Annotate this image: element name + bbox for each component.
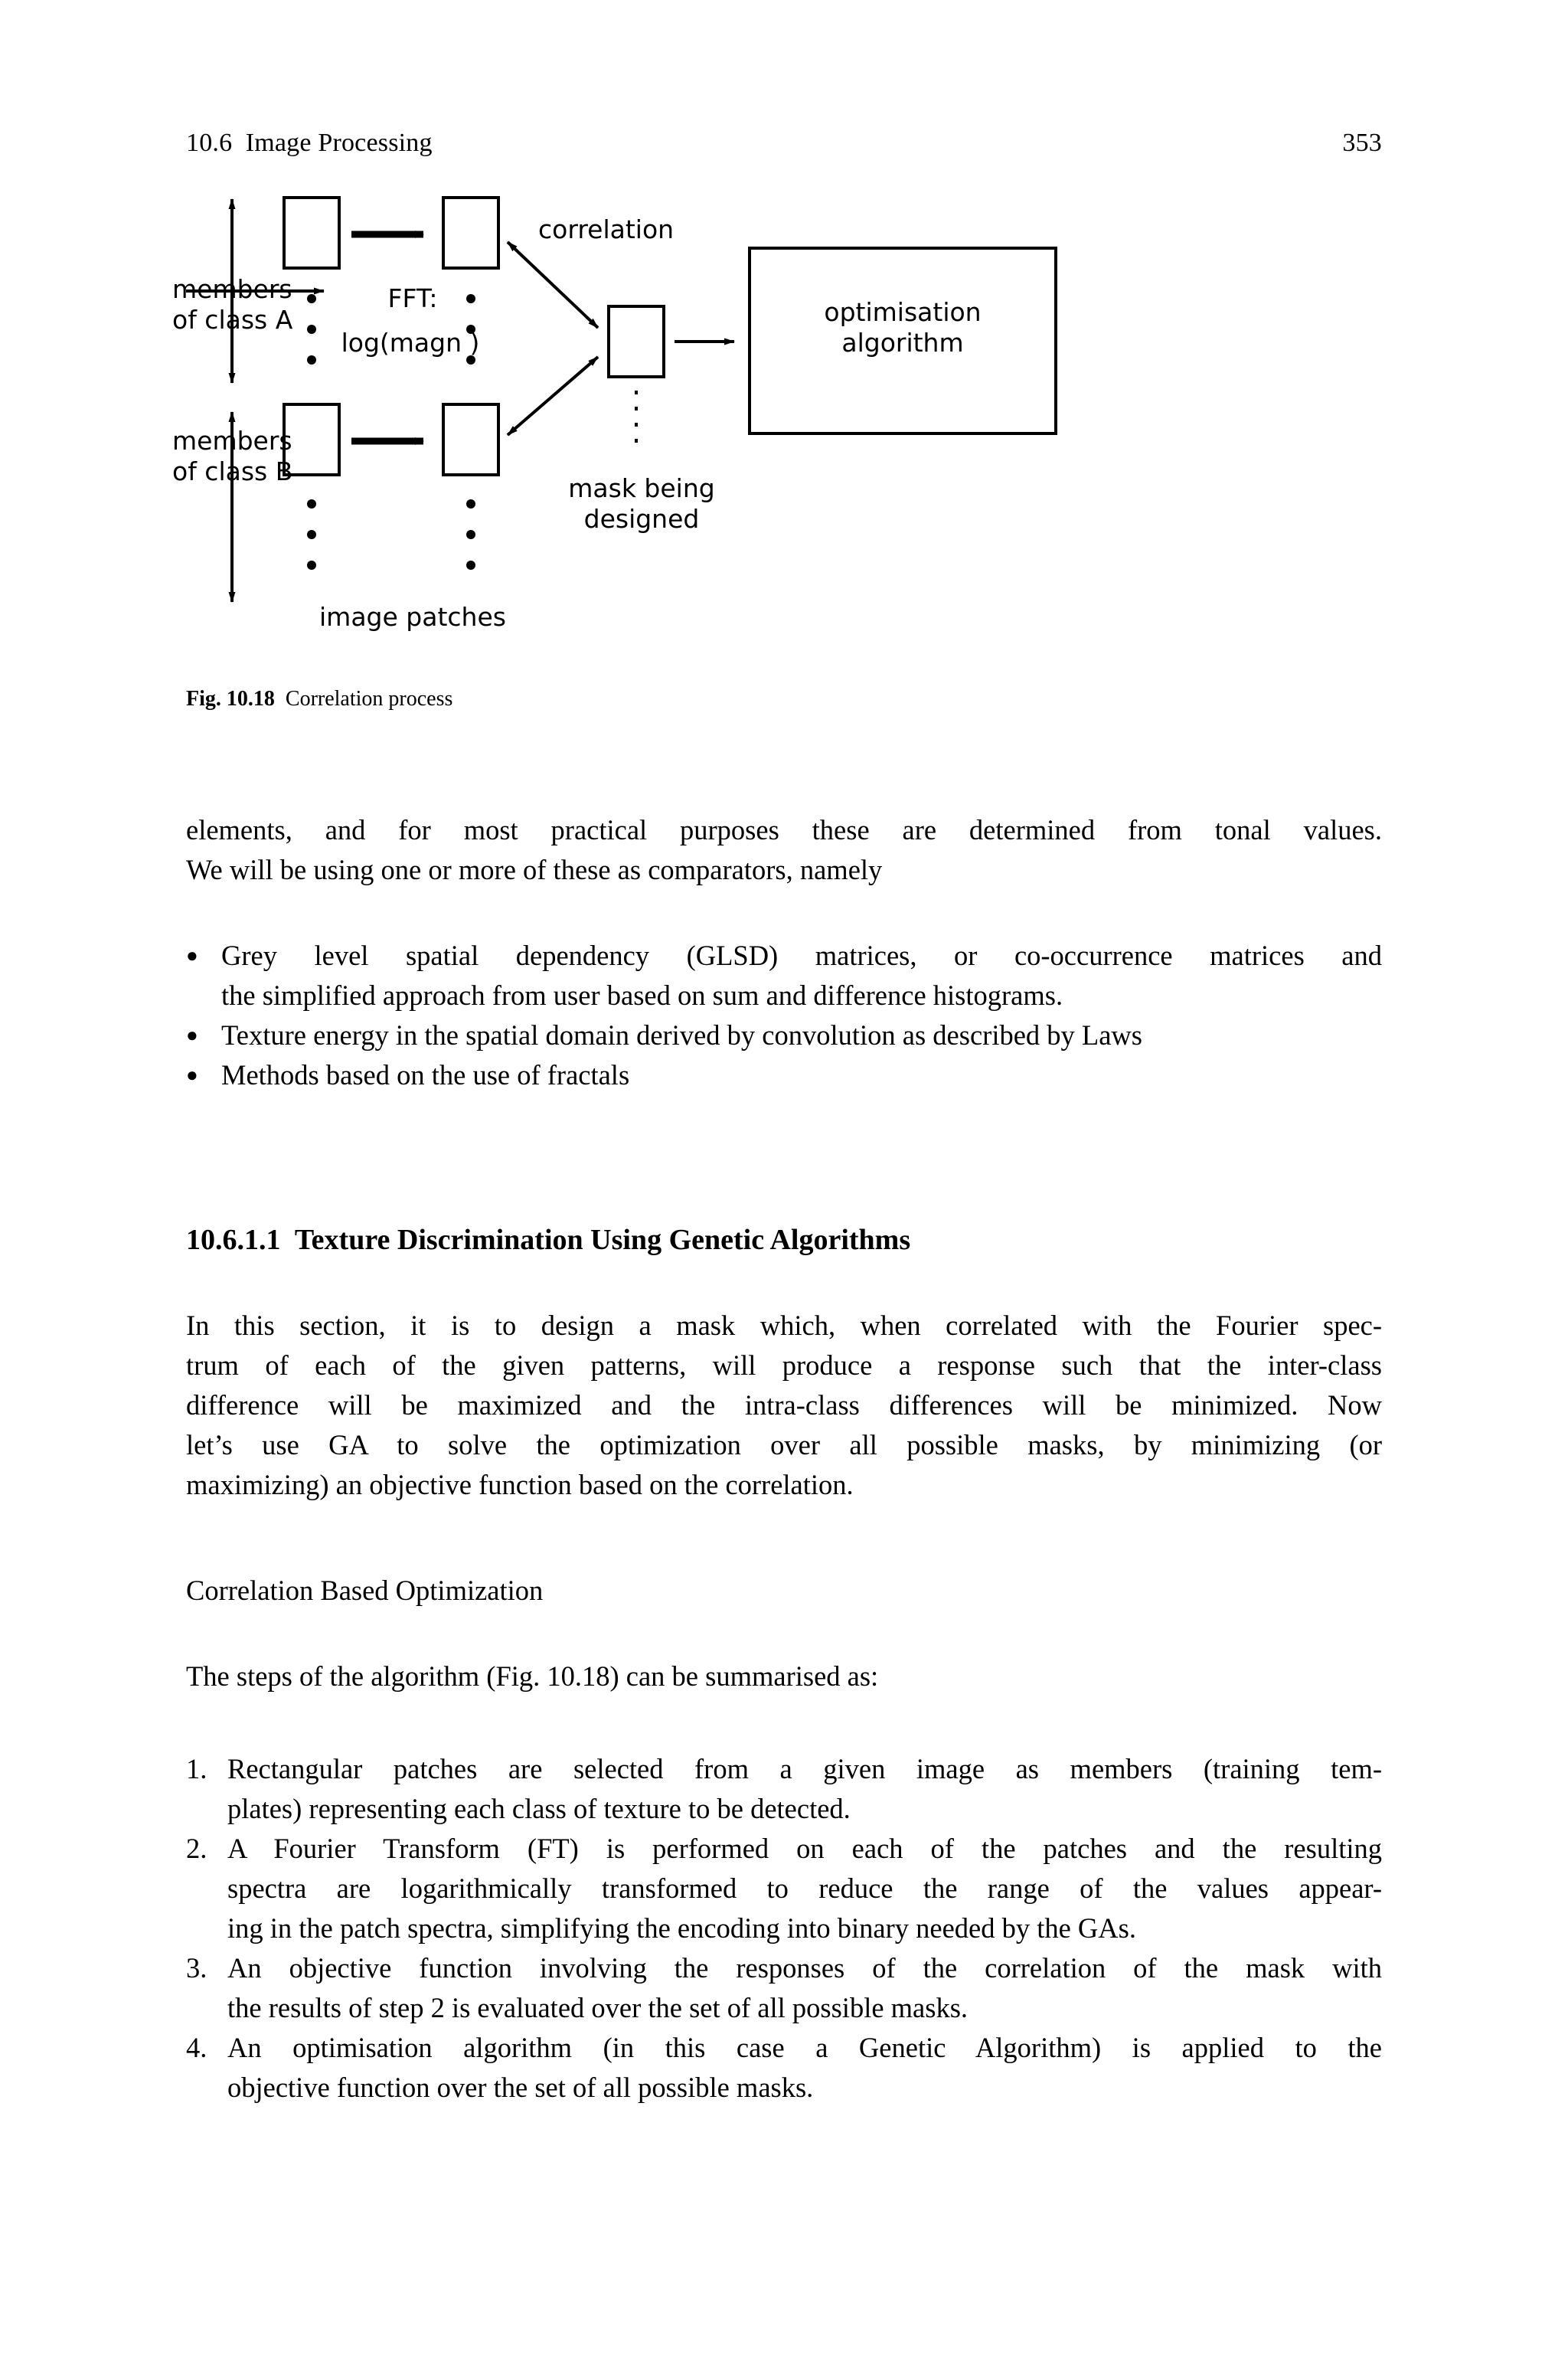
bullet-list — [186, 936, 1382, 1095]
figure-label-class-b-line1: members — [172, 426, 292, 456]
numbered-marker: 4. — [186, 2032, 207, 2063]
list-item — [186, 1948, 1382, 2028]
page-number: 353 — [1342, 129, 1382, 157]
numbered-item-text — [227, 2028, 1382, 2108]
step-1-line1: Rectangular patches are selected from a given image as members (training tem- — [227, 1753, 1382, 1784]
list-item — [186, 1749, 1382, 1829]
bullet-1-line2: the simplified approach from user based on sum and difference histograms. — [221, 980, 1063, 1011]
step-2-line2: spectra are logarithmically transformed to reduce the range of the values appear- — [227, 1872, 1382, 1904]
figure-label-class-b-line2: of class B — [172, 456, 293, 487]
paragraph-section-line2: trum of each of the given patterns, will produce a response such that the inter-class — [186, 1349, 1382, 1381]
bullet-1-line1: Grey level spatial dependency (GLSD) matrices, or co-occurrence matrices and — [221, 940, 1382, 971]
bullet-item-text — [221, 1016, 1382, 1055]
paragraph-section-line3: difference will be maximized and the intra-class differences will be minimized. Now — [186, 1389, 1382, 1421]
figure-label-class-a-line1: members — [172, 274, 292, 304]
step-2-line1: A Fourier Transform (FT) is performed on each of the patches and the resulting — [227, 1833, 1382, 1864]
bullet-3-line1: Methods based on the use of fractals — [221, 1059, 630, 1091]
bullet-marker-icon: ● — [186, 1064, 198, 1086]
step-4-line1: An optimisation algorithm (in this case a Genetic Algorithm) is applied to the — [227, 2032, 1382, 2063]
step-4-line2: objective function over the set of all possible masks. — [227, 2072, 814, 2103]
figure-caption-number: Fig. 10.18 — [186, 687, 275, 711]
paragraph-section-line4: let’s use GA to solve the optimization over all possible masks, by minimizing (or — [186, 1429, 1382, 1460]
running-head — [186, 129, 1382, 162]
paragraph-section — [186, 1306, 1382, 1505]
step-1-line2: plates) representing each class of texture to be detected. — [227, 1793, 851, 1824]
figure-label-fft-line2: log(magn ) — [341, 328, 480, 358]
paragraph-intro-line1: elements, and for most practical purposes these are determined from tonal values. — [186, 814, 1382, 845]
figure-label-class-a-line2: of class A — [172, 305, 293, 335]
list-item — [186, 1055, 1382, 1095]
numbered-marker: 3. — [186, 1952, 207, 1984]
figure-caption-text: Correlation process — [285, 687, 453, 711]
list-item — [186, 1829, 1382, 1948]
figure-label-image-patches: image patches — [319, 602, 506, 632]
list-item — [186, 1016, 1382, 1055]
paragraph-section-line1: In this section, it is to design a mask which, when correlated with the Fourier spec- — [186, 1310, 1382, 1341]
numbered-item-text — [227, 1829, 1382, 1948]
figure-label-optimisation-line1: optimisation — [824, 297, 982, 327]
paragraph-section-line5: maximizing) an objective function based on the correlation. — [186, 1469, 854, 1500]
step-3-line2: the results of step 2 is evaluated over the set of all possible masks. — [227, 1992, 969, 2023]
running-head-section: 10.6 Image Processing — [186, 129, 433, 157]
bullet-2-line1: Texture energy in the spatial domain derived by convolution as described by Laws — [221, 1019, 1142, 1051]
figure-label-class-b — [172, 426, 387, 488]
bullet-marker-icon: ● — [186, 944, 198, 966]
figure-label-mask-being-designed — [515, 473, 768, 535]
numbered-item-text — [227, 1749, 1382, 1829]
figure-label-mask-line1: mask being — [568, 473, 715, 503]
figure-label-correlation: correlation — [538, 214, 675, 244]
paragraph-intro-line2: We will be using one or more of these as comparators, namely — [186, 854, 883, 885]
figure-label-optimisation-line2: algorithm — [841, 328, 964, 358]
paragraph-steps-intro: The steps of the algorithm (Fig. 10.18) can be summarised as: — [186, 1660, 879, 1692]
subsection-label-correlation-based-optimization: Correlation Based Optimization — [186, 1575, 544, 1606]
bullet-marker-icon: ● — [186, 1024, 198, 1046]
figure-caption — [186, 685, 1380, 713]
figure-label-fft-line1: FFT: — [387, 283, 438, 313]
paragraph-intro — [186, 810, 1382, 890]
figure-caption-gap — [275, 687, 286, 711]
bullet-item-text — [221, 1055, 1382, 1095]
figure-correlation-process — [172, 182, 1380, 672]
list-item — [186, 936, 1382, 1016]
figure-label-optimisation-algorithm — [753, 297, 1053, 359]
numbered-item-text — [227, 1948, 1382, 2028]
numbered-marker: 2. — [186, 1833, 207, 1864]
section-heading: 10.6.1.1 Texture Discrimination Using Genetic Algorithms — [186, 1224, 911, 1256]
step-2-line3: ing in the patch spectra, simplifying the encoding into binary needed by the GAs. — [227, 1912, 1136, 1944]
step-3-line1: An objective function involving the responses of the correlation of the mask with — [227, 1952, 1382, 1984]
list-item — [186, 2028, 1382, 2108]
figure-label-mask-line2: designed — [583, 504, 700, 535]
numbered-marker: 1. — [186, 1753, 207, 1784]
bullet-item-text — [221, 936, 1382, 1016]
numbered-list — [186, 1749, 1382, 2108]
